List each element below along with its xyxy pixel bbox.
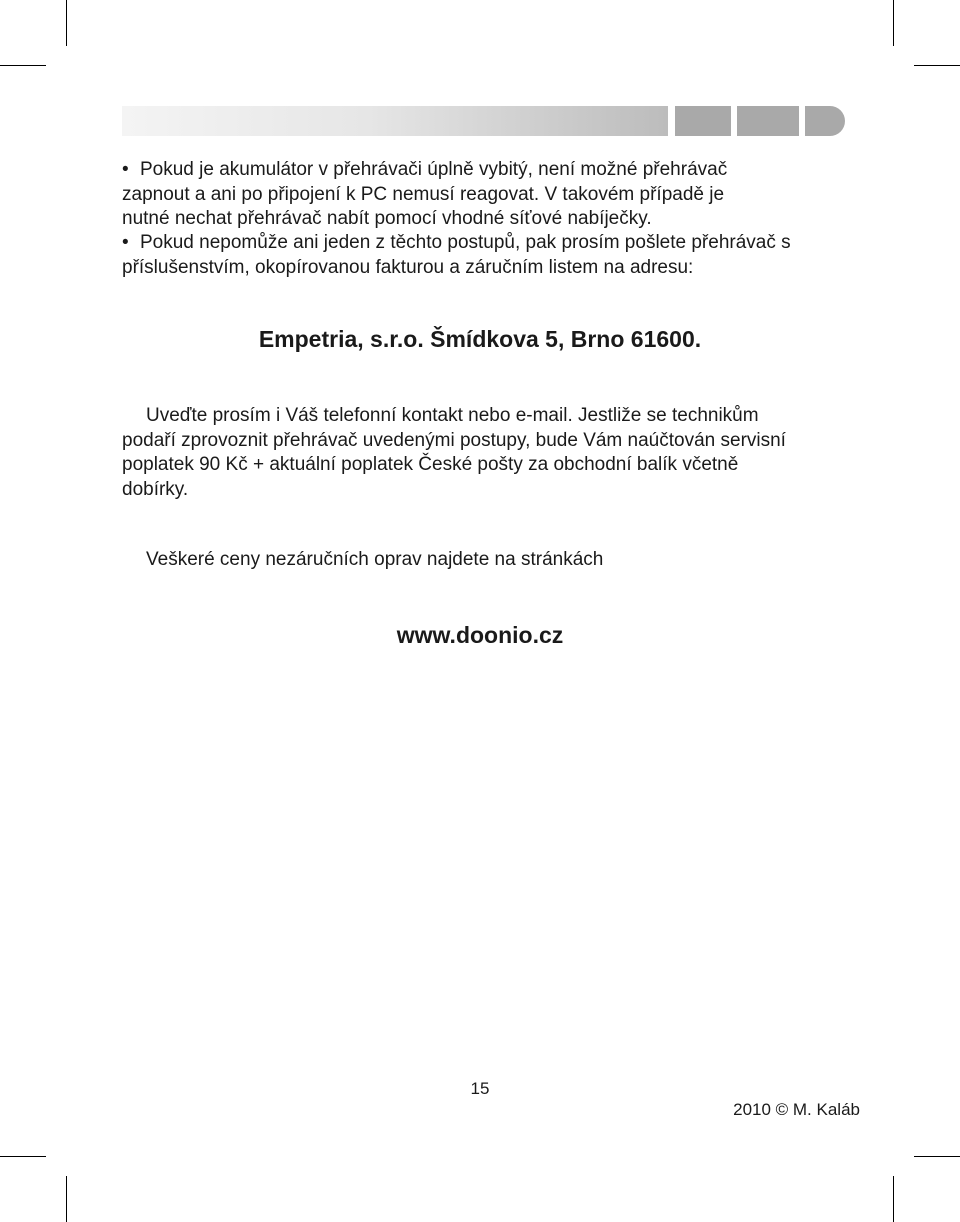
website-link[interactable]: www.doonio.cz [396,622,564,648]
bullet-item-send-player [122,231,791,280]
header-block-2 [737,106,799,136]
contact-paragraph [122,404,786,502]
page-number: 15 [470,1079,490,1098]
bullet-line: příslušenstvím, okopírovanou fakturou a záručním listem na adresu: [122,256,694,278]
paragraph-line: Uveďte prosím i Váš telefonní kontakt nebo e-mail. Jestliže se technikům [146,405,759,426]
prices-note: Veškeré ceny nezáručních oprav najdete na stránkách [146,549,604,570]
service-address: Empetria, s.r.o. Šmídkova 5, Brno 61600. [258,326,702,352]
crop-mark-bottom-right-horizontal [914,1156,960,1157]
crop-mark-top-right-vertical [893,0,894,46]
bullet-mark: • [122,232,129,253]
paragraph-line: poplatek 90 Kč + aktuální poplatek České pošty za obchodní balík včetně [122,454,739,475]
bullet-line: • Pokud nepomůže ani jeden z těchto postupů, pak prosím pošlete přehrávač s [122,231,791,256]
crop-mark-top-right-horizontal [914,65,960,66]
paragraph-line: podaří zprovoznit přehrávač uvedenými postupy, bude Vám naúčtován servisní [122,429,786,451]
crop-mark-top-left-horizontal [0,65,46,66]
copyright-notice: 2010 © M. Kaláb [733,1100,860,1119]
header-tab-end [805,106,845,136]
crop-mark-top-left-vertical [66,0,67,46]
header-gradient [122,106,668,136]
paragraph-line: dobírky. [122,478,189,500]
bullet-item-battery [122,158,727,232]
crop-mark-bottom-right-vertical [893,1176,894,1222]
crop-mark-bottom-left-vertical [66,1176,67,1222]
bullet-mark: • [122,159,129,180]
header-decoration-bar [122,106,842,136]
bullet-line: • Pokud je akumulátor v přehrávači úplně vybitý, není možné přehrávač [122,158,727,183]
bullet-line: zapnout a ani po připojení k PC nemusí reagovat. V takovém případě je [122,183,725,205]
crop-mark-bottom-left-horizontal [0,1156,46,1157]
bullet-line: nutné nechat přehrávač nabít pomocí vhodné síťové nabíječky. [122,208,652,229]
header-block-1 [675,106,731,136]
